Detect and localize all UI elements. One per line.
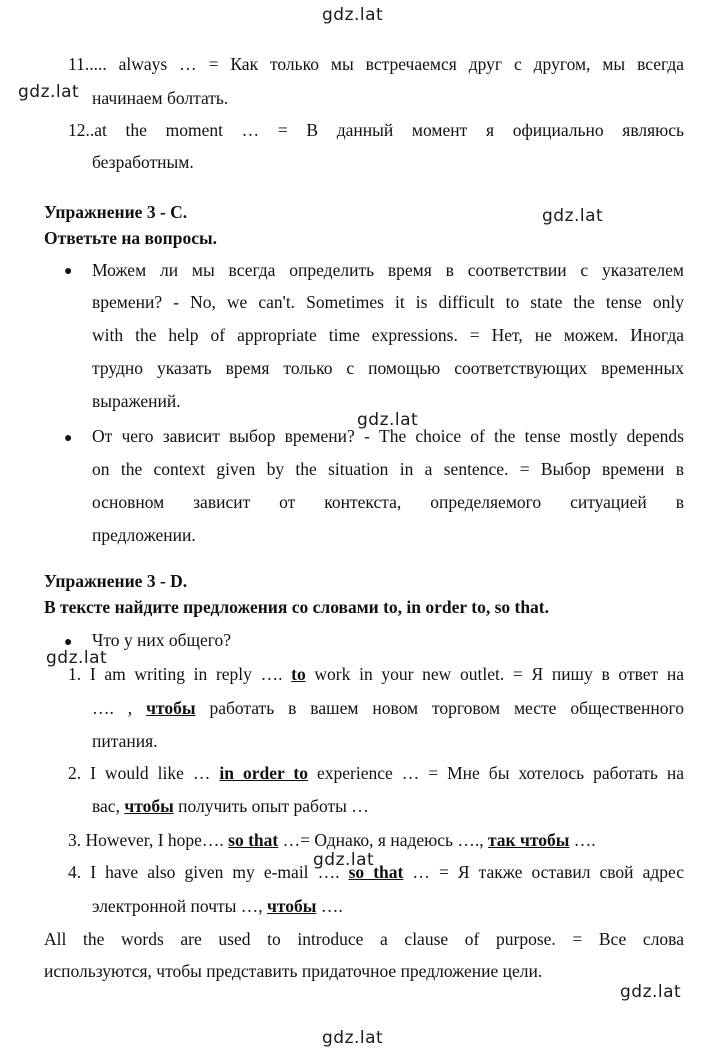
example-2-line1: 2. I would like … in order to experience … = Мне бы хотелось работать на [68, 763, 684, 783]
answer-2-line4: предложении. [92, 525, 196, 545]
answer-1-line4: трудно указать время только с помощью соответствующих временных [92, 358, 684, 378]
summary-line1: All the words are used to introduce a clause of purpose. = Все слова [44, 929, 684, 949]
example-4-line1: 4. I have also given my e-mail …. so that … = Я также оставил свой адрес [68, 862, 684, 882]
example-1-line3: питания. [92, 731, 158, 751]
example-4-line2: электронной почты …, чтобы …. [92, 896, 343, 916]
item-12-line2: безработным. [92, 152, 194, 172]
answer-2-line3: основном зависит от контекста, определяемого ситуацией в [92, 492, 684, 512]
answer-2-line2: on the context given by the situation in a sentence. = Выбор времени в [92, 459, 684, 479]
keyword: так чтобы [487, 830, 570, 850]
item-11-line2: начинаем болтать. [92, 88, 229, 108]
keyword: чтобы [267, 896, 317, 916]
watermark: gdz.lat [620, 982, 682, 1002]
watermark: gdz.lat [322, 5, 384, 25]
example-1-line2: …. , чтобы работать в вашем новом торговом месте общественного [92, 698, 685, 718]
watermark: gdz.lat [322, 1028, 384, 1048]
summary-line2: используются, чтобы представить придаточное предложение цели. [44, 961, 543, 981]
example-1-line1: 1. I am writing in reply …. to work in your new outlet. = Я пишу в ответ на [68, 664, 684, 684]
keyword: so that [348, 862, 404, 882]
watermark: gdz.lat [46, 648, 108, 668]
keyword: чтобы [146, 698, 196, 718]
keyword: in order to [219, 763, 309, 783]
bullet-icon: ● [64, 431, 73, 446]
keyword: to [291, 664, 306, 684]
answer-2-line1: От чего зависит выбор времени? - The choice of the tense mostly depends [92, 426, 684, 446]
exercise-3d-title: Упражнение 3 - D. [44, 571, 188, 591]
example-3: 3. However, I hope…. so that …= Однако, я надеюсь …., так чтобы …. [68, 830, 596, 850]
question-bullet: Что у них общего? [92, 630, 232, 650]
watermark: gdz.lat [313, 850, 375, 870]
answer-1-line2: времени? - No, we can't. Sometimes it is difficult to state the tense only [92, 292, 684, 312]
keyword: чтобы [124, 796, 174, 816]
watermark: gdz.lat [357, 410, 419, 430]
exercise-3c-subtitle: Ответьте на вопросы. [44, 228, 218, 248]
bullet-icon: ● [64, 635, 73, 650]
answer-1-line1: Можем ли мы всегда определить время в соответствии с указателем [92, 260, 684, 280]
exercise-3d-subtitle: В тексте найдите предложения со словами to, in order to, so that. [44, 597, 550, 617]
bullet-icon: ● [64, 264, 73, 279]
answer-1-line3: with the help of appropriate time expressions. = Нет, не можем. Иногда [92, 325, 684, 345]
item-11-line1: 11..... always … = Как только мы встречаемся друг с другом, мы всегда [68, 54, 684, 74]
watermark: gdz.lat [18, 82, 80, 102]
watermark: gdz.lat [542, 206, 604, 226]
keyword: so that [228, 830, 279, 850]
answer-1-line5: выражений. [92, 391, 181, 411]
exercise-3c-title: Упражнение 3 - C. [44, 202, 188, 222]
item-12-line1: 12..at the moment … = В данный момент я официально являюсь [68, 120, 684, 140]
example-2-line2: вас, чтобы получить опыт работы … [92, 796, 369, 816]
